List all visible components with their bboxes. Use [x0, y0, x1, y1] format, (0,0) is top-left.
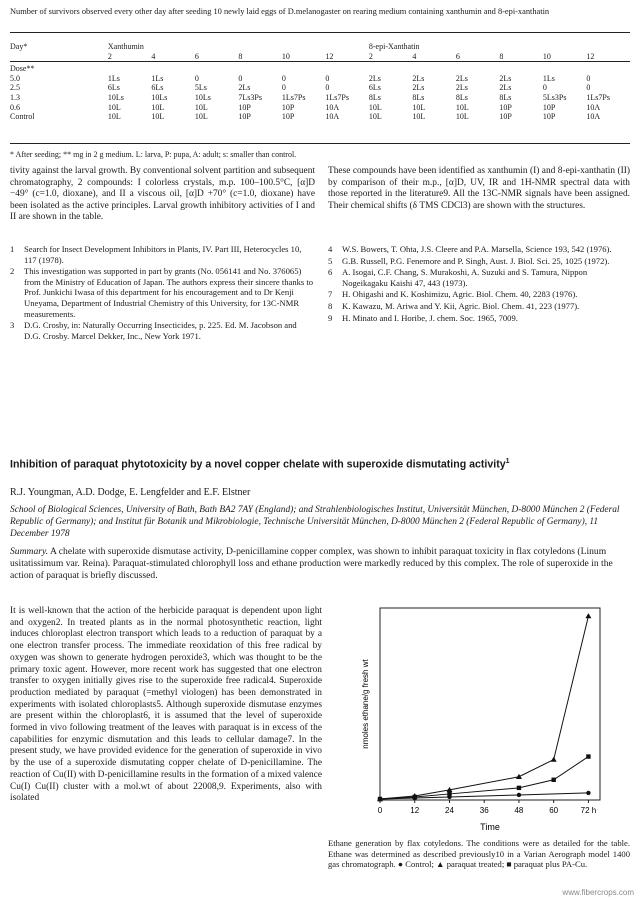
- x-tick-label: 60: [549, 806, 559, 815]
- reference-number: 9: [328, 312, 333, 323]
- table-cell: 0: [325, 73, 330, 83]
- table-cell: 10P: [499, 112, 512, 122]
- x-tick-label: 48: [514, 806, 524, 815]
- data-point-square: [447, 792, 451, 796]
- reference-item: [328, 313, 630, 324]
- table-cell: 10L: [107, 112, 121, 122]
- x-tick-label: 36: [479, 806, 489, 815]
- table-row: [10, 93, 630, 103]
- x-axis-label: Time: [480, 822, 500, 832]
- day-g2-8: 8: [499, 51, 504, 61]
- reference-number: 1: [10, 244, 15, 254]
- table-cell: 10L: [455, 112, 469, 122]
- day-g2-6: 6: [455, 51, 460, 61]
- table-days-row: [10, 52, 630, 62]
- data-point-square: [586, 754, 590, 758]
- data-point-circle: [586, 791, 590, 795]
- reference-text: G.B. Russell, P.G. Fenemore and P. Singh, Aust. J. Biol. Sci. 25, 1025 (1972).: [342, 255, 610, 266]
- table-cell: 2Ls: [499, 73, 512, 83]
- table-cell: 2Ls: [412, 83, 425, 93]
- table-cell: 10A: [325, 112, 340, 122]
- y-axis-label: nmoles ethane/g fresh wt: [361, 659, 370, 749]
- table-cell: 1Ls: [107, 73, 120, 83]
- day-g1-6: 6: [194, 51, 199, 61]
- table-cell: 10P: [542, 112, 556, 122]
- summary-label: Summary.: [10, 546, 49, 557]
- series-line-triangle: [380, 616, 588, 799]
- day-header: Day*: [10, 42, 28, 51]
- table-cell: 10L: [151, 112, 165, 122]
- article-summary: [10, 546, 630, 582]
- table-cell: 2Ls: [412, 73, 425, 83]
- table-cell: 0: [586, 83, 591, 93]
- table-cell: 10P: [281, 102, 295, 112]
- table-cell: 6Ls: [368, 83, 381, 93]
- row-label: 1.3: [10, 92, 20, 102]
- day-g1-4: 4: [151, 51, 156, 61]
- reference-item: [10, 244, 315, 265]
- reference-text: This investigation was supported in part by grants (No. 056141 and No. 376065) from the Ministry of Education of Japan. The authors express their sincere thanks to Prof. Junkichi Iwasa of this department for his encouragement and to Dr Kenji Uneyama, Department of Industrial Chemistry of this University, for 13C-NMR measurements.: [24, 266, 314, 319]
- table-cell: 7Ls3Ps: [238, 92, 262, 102]
- reference-number: 2: [10, 266, 15, 277]
- row-label: 5.0: [10, 73, 20, 83]
- day-g1-12: 12: [325, 51, 334, 61]
- table-footnote: * After seeding; ** mg in 2 g medium. L: larva, P: pupa, A: adult; s: smaller than control.: [10, 150, 297, 159]
- table-cell: 1Ls: [151, 73, 164, 83]
- reference-item: [328, 289, 630, 300]
- table-cell: 10P: [542, 102, 556, 112]
- table-cell: 2Ls: [368, 73, 381, 83]
- table-row: [10, 74, 630, 84]
- references-left: [10, 244, 315, 342]
- day-g1-10: 10: [281, 51, 290, 61]
- table-cell: 1Ls7Ps: [325, 92, 349, 102]
- table-cell: 8Ls: [368, 92, 381, 102]
- data-point-triangle: [585, 613, 591, 618]
- table-cell: 0: [194, 73, 199, 83]
- table-cell: 10Ls: [194, 92, 211, 102]
- reference-number: 8: [328, 300, 333, 311]
- upper-left-paragraph: tivity against the larval growth. By conventional solvent partition and subsequent chromatography, 2 compounds: I colorless crystals, m.p. 100–100.5°C, [α]D −49° (c=1.0, dioxane), and II a viscous oil, [α]D +70° (c=1.0, dioxane) have been isolated as the active principles. Larval growth inhibitory activities of I and II are shown in the table.: [10, 166, 315, 223]
- dose-header: Dose**: [10, 64, 35, 74]
- table-cell: 5Ls3Ps: [542, 92, 567, 102]
- day-g2-12: 12: [586, 51, 595, 61]
- table-cell: 10L: [151, 102, 165, 112]
- row-label: 2.5: [10, 83, 20, 93]
- article-title: Inhibition of paraquat phytotoxicity by a novel copper chelate with superoxide dismutating activity$^1$: [10, 458, 510, 471]
- article-affiliation: School of Biological Sciences, University of Bath, Bath BA2 7AY (England); and Strahlenbiologisches Institut, Universität München, D-8000 München 2 (Federal Republic of Germany); and Institut für Botanik und Mikrobiologie, Technische Universität München, D-8000 München 2 (Federal Republic of Germany), 11 December 1978: [10, 505, 620, 539]
- reference-item: [328, 301, 630, 312]
- reference-text: Search for Insect Development Inhibitors in Plants, IV. Part III, Heterocycles 10, 117 (1978).: [24, 244, 302, 265]
- table-cell: 10L: [194, 102, 208, 112]
- series-line-square: [380, 757, 588, 799]
- reference-number: 5: [328, 255, 333, 266]
- table-cell: 1Ls: [542, 73, 555, 83]
- x-tick-label: 72 h: [580, 806, 597, 815]
- table-cell: 8Ls: [499, 92, 512, 102]
- dose-label-row: [10, 64, 630, 74]
- upper-right-paragraph: These compounds have been identified as xanthumin (I) and 8-epi-xanthatin (II) by comparison of their m.p., [α]D, UV, IR and 1H-NMR spectral data with those reported in the literature9. All the 13C-NMR signals have been assigned. Their chemical shifts (δ TMS CDCl3) are shown with the structures.: [328, 166, 630, 211]
- x-tick-label: 12: [410, 806, 420, 815]
- table-cell: 10L: [412, 102, 426, 112]
- table-cell: 10L: [455, 102, 469, 112]
- reference-item: [328, 244, 630, 255]
- table-row: [10, 83, 630, 93]
- reference-item: [328, 256, 630, 267]
- table-cell: 1Ls7Ps: [281, 92, 306, 102]
- epi-xanthatin-header: 8-epi-Xanthatin: [368, 42, 420, 51]
- data-point-triangle: [516, 774, 522, 779]
- reference-number: 4: [328, 244, 333, 254]
- xanthumin-header: Xanthumin: [107, 42, 144, 51]
- table-row: [10, 112, 630, 122]
- table-cell: 2Ls: [238, 83, 251, 93]
- data-point-square: [413, 795, 417, 799]
- table-cell: 0: [586, 73, 591, 83]
- table-cell: 2Ls: [499, 83, 512, 93]
- table-bottom-rule: [10, 143, 630, 144]
- article-body: It is well-known that the action of the herbicide paraquat is dependent upon light and oxygen2. In treated plants as in the normal photosynthetic reaction, light induces chloroplast electron transport which leads to a reduction of paraquat by a one electron transfer process. The immediate reoxidation of this free radical by oxygen was shown to generate hydrogen peroxide3, which was thought to be the primary toxic agent. However, more recent work has suggested that one electron transfer to oxygen initially gives rise to the superoxide free radical4. Superoxide production mediated by paraquat (=methyl viologen) has been demonstrated in experiments with isolated chloroplasts5. Although superoxide dismutase enzymes are present within the chloroplast6, it is assumed that the level of superoxide formed in vivo following treatment of the leaves with paraquat is in excess of the capabilities for enzymic dismutation and this leads to cellular damage7. In the present study, we have provided evidence for the generation of superoxide in vivo by the use of a superoxide dismutating copper chelate of D-penicillamine. The reaction of Cu(II) with D-penicillamine results in the formation of a mixed valence Cu(I) Cu(II) cluster with a mol.wt of about 22008,9. Experiments, also with isolated: [10, 606, 322, 804]
- table-cell: 10L: [194, 112, 208, 122]
- table-top-rule: [10, 32, 630, 33]
- table-row: [10, 103, 630, 113]
- reference-text: H. Ohigashi and K. Koshimizu, Agric. Biol. Chem. 40, 2283 (1976).: [342, 289, 578, 300]
- day-g1-8: 8: [238, 51, 243, 61]
- table-cell: 5Ls: [194, 83, 207, 93]
- reference-text: W.S. Bowers, T. Ohta, J.S. Cleere and P.A. Marsella, Science 193, 542 (1976).: [342, 244, 612, 254]
- x-tick-label: 24: [445, 806, 454, 815]
- reference-item: [10, 266, 315, 319]
- data-point-square: [517, 786, 521, 790]
- table-caption: Number of survivors observed every other day after seeding 10 newly laid eggs of D.melanogaster on rearing medium containing xanthumin and 8-epi-xanthatin: [10, 7, 550, 16]
- data-point-square: [551, 778, 555, 782]
- table-cell: 6Ls: [151, 83, 164, 93]
- table-cell: 10Ls: [107, 92, 124, 102]
- day-g2-10: 10: [542, 51, 551, 61]
- table-cell: 1Ls7Ps: [586, 92, 610, 102]
- table-cell: 0: [542, 83, 547, 93]
- reference-number: 3: [10, 320, 15, 331]
- reference-text: K. Kawazu, M. Ariwa and Y. Kii, Agric. Biol. Chem. 41, 223 (1977).: [342, 300, 580, 311]
- table-cell: 0: [281, 83, 286, 93]
- table-cell: 0: [325, 83, 330, 93]
- table-cell: 10A: [586, 112, 601, 122]
- article-authors: R.J. Youngman, A.D. Dodge, E. Lengfelder and E.F. Elstner: [10, 487, 251, 498]
- reference-item: [10, 320, 315, 341]
- row-label: Control: [10, 112, 35, 122]
- row-label: 0.6: [10, 102, 20, 112]
- table-cell: 10P: [499, 102, 512, 112]
- table-cell: 8Ls: [412, 92, 425, 102]
- table-cell: 10Ls: [151, 92, 168, 102]
- reference-number: 6: [328, 267, 333, 278]
- data-point-triangle: [551, 757, 557, 762]
- table-cell: 10P: [238, 112, 251, 122]
- table-cell: 10L: [368, 102, 382, 112]
- figure-caption: Ethane generation by flax cotyledons. The conditions were as detailed for the table. Ethane was determined as described previously10 in a Varian Aerograph model 1400 gas chromatograph. ● Control; ▲ paraquat treated; ■ paraquat plus PA-Cu.: [328, 838, 630, 870]
- data-point-circle: [517, 793, 521, 797]
- table-cell: 10L: [107, 102, 121, 112]
- table-cell: 2Ls: [455, 83, 468, 93]
- reference-number: 7: [328, 289, 333, 300]
- table-cell: 10P: [281, 112, 295, 122]
- reference-text: D.G. Crosby, in: Naturally Occurring Insecticides, p. 225. Ed. M. Jacobson and D.G. Crosby. Marcel Dekker, Inc., New York 1971.: [24, 320, 297, 341]
- day-g2-2: 2: [368, 51, 373, 61]
- summary-text: A chelate with superoxide dismutase activity, D-penicillamine copper complex, was shown to inhibit paraquat toxicity in flax cotyledons (Linum usitatissimum var. Reina). Paraquat-stimulated chlorophyll loss and ethane production were markedly reduced by this complex. The role of superoxide in the action of paraquat is briefly discussed.: [10, 546, 613, 581]
- table-cell: 10A: [586, 102, 601, 112]
- references-right: [328, 244, 630, 324]
- day-g2-4: 4: [412, 51, 417, 61]
- table-cell: 2Ls: [455, 73, 468, 83]
- reference-item: [328, 267, 630, 288]
- data-point-square: [378, 797, 382, 801]
- table-cell: 6Ls: [107, 83, 120, 93]
- table-cell: 8Ls: [455, 92, 468, 102]
- table-cell: 0: [281, 73, 286, 83]
- table-cell: 10P: [238, 102, 251, 112]
- watermark: www.fibercrops.com: [562, 888, 634, 897]
- table-header-row: [10, 42, 630, 52]
- reference-text: H. Minato and I. Horibe, J. chem. Soc. 1965, 7009.: [342, 312, 518, 323]
- table-cell: 10L: [368, 112, 382, 122]
- x-tick-label: 0: [377, 806, 383, 815]
- day-g1-2: 2: [107, 51, 112, 61]
- table-cell: 10L: [412, 112, 426, 122]
- survivors-table: [10, 42, 630, 122]
- table-cell: 10A: [325, 102, 340, 112]
- reference-text: A. Isogai, C.F. Chang, S. Murakoshi, A. Suzuki and S. Tamura, Nippon Nogeikagaku Kaishi 47, 443 (1973).: [342, 267, 588, 288]
- table-cell: 0: [238, 73, 243, 83]
- ethane-chart: [328, 600, 630, 836]
